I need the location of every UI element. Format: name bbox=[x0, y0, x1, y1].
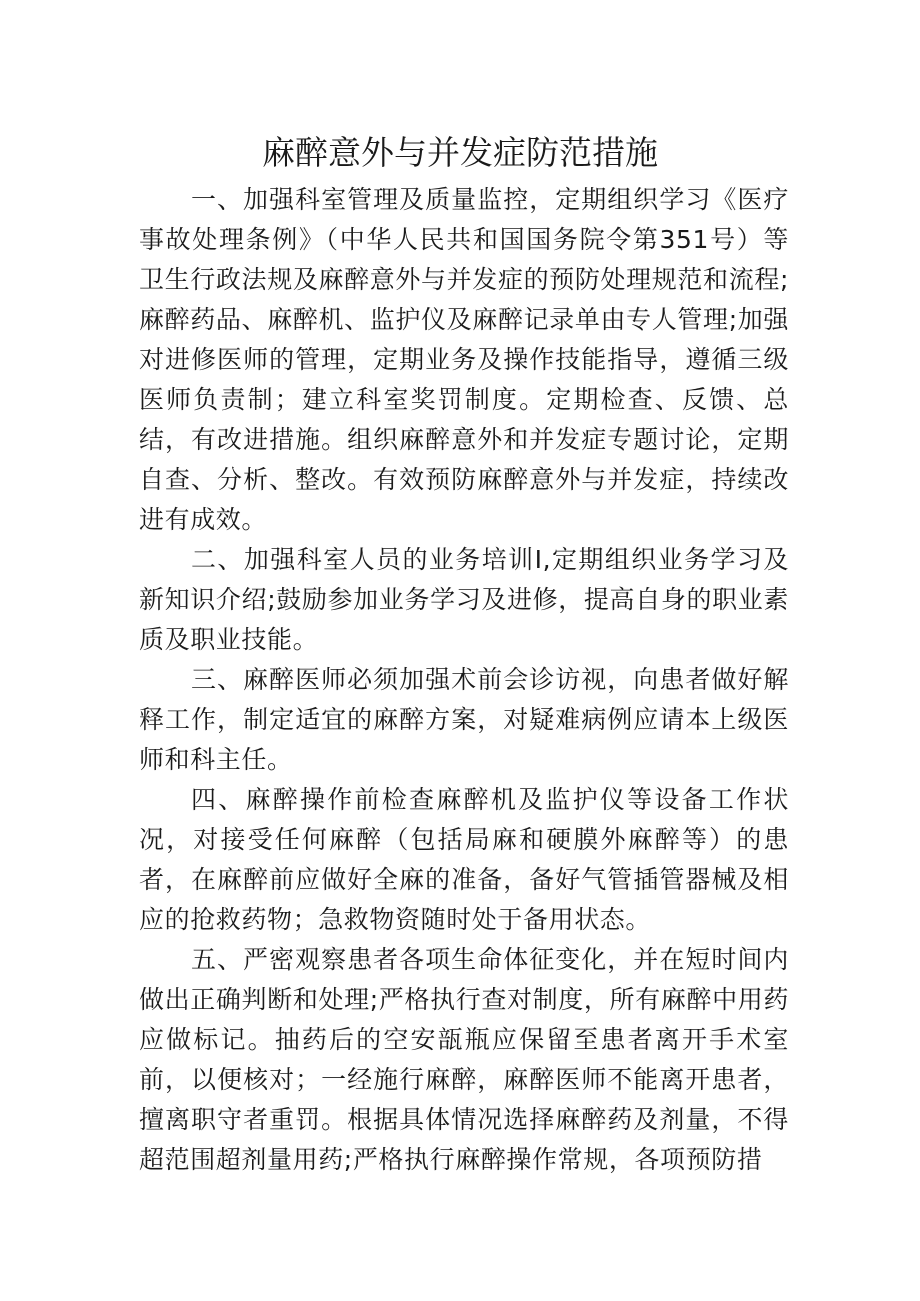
page-title: 麻醉意外与并发症防范措施 bbox=[262, 133, 658, 172]
document-body bbox=[139, 180, 789, 1180]
paragraph-4: 四、麻醉操作前检查麻醉机及监护仪等设备工作状况，对接受任何麻醉（包括局麻和硬膜外麻醉等）的患者，在麻醉前应做好全麻的准备，备好气管插管器械及相应的抢救药物；急救物资随时处于备用状态。 bbox=[139, 785, 789, 934]
paragraph-3: 三、麻醉医师必须加强术前会诊访视，向患者做好解释工作，制定适宜的麻醉方案，对疑难病例应请本上级医师和科主任。 bbox=[139, 665, 789, 774]
paragraph-2: 二、加强科室人员的业务培训I,定期组织业务学习及新知识介绍;鼓励参加业务学习及进修，提高自身的职业素质及职业技能。 bbox=[139, 545, 789, 654]
paragraph-1: 一、加强科室管理及质量监控，定期组织学习《医疗事故处理条例》（中华人民共和国国务院令第351号）等卫生行政法规及麻醉意外与并发症的预防处理规范和流程;麻醉药品、麻醉机、监护仪及麻醉记录单由专人管理;加强对进修医师的管理，定期业务及操作技能指导，遵循三级医师负责制；建立科室奖罚制度。定期检查、反馈、总结，有改进措施。组织麻醉意外和并发症专题讨论，定期自查、分析、整改。有效预防麻醉意外与并发症，持续改进有成效。 bbox=[139, 185, 789, 534]
paragraph-5: 五、严密观察患者各项生命体征变化，并在短时间内做出正确判断和处理;严格执行查对制度，所有麻醉中用药应做标记。抽药后的空安瓿瓶应保留至患者离开手术室前，以便核对；一经施行麻醉，麻醉医师不能离开患者，擅离职守者重罚。根据具体情况选择麻醉药及剂量，不得超范围超剂量用药;严格执行麻醉操作常规，各项预防措 bbox=[139, 945, 789, 1174]
